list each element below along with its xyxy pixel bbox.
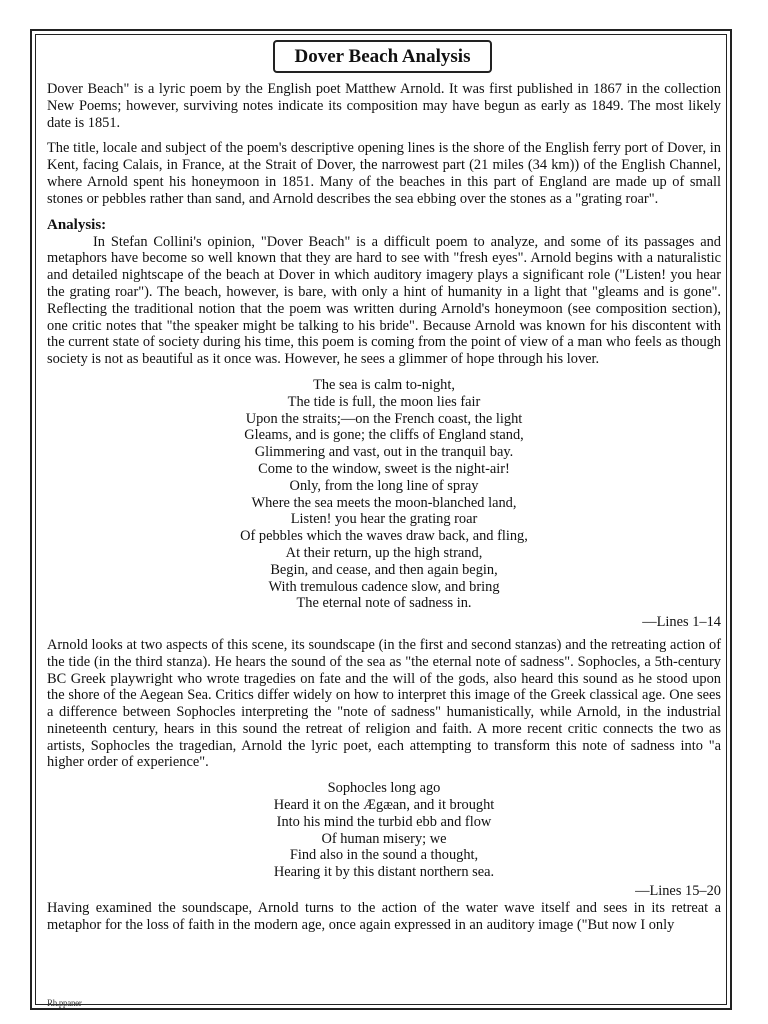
poem-line: Gleams, and is gone; the cliffs of England stand, bbox=[244, 427, 524, 444]
poem-line: Find also in the sound a thought, bbox=[289, 847, 479, 864]
poem-line: Come to the window, sweet is the night-air! bbox=[258, 460, 510, 477]
poem-line: The eternal note of sadness in. bbox=[296, 595, 472, 612]
poem-line: The sea is calm to-night, bbox=[313, 376, 455, 393]
document-body bbox=[47, 81, 721, 942]
soundscape-paragraph: Arnold looks at two aspects of this scene, its soundscape (in the first and second stanzas) and the retreating action of the tide (in the third stanza). He hears the sound of the sea as "the eternal note of sadness". Sophocles, a 5th-century BC Greek playwright who wrote tragedies on fate and the will of the gods, also heard this sound as he stood upon the shore of the Aegean Sea. Critics differ widely on how to interpret this image of the Greek classical age. One sees a difference between Sophocles interpreting the "note of sadness" humanistically, while Arnold, in the industrial nineteenth century, hears in this sound the retreat of religion and faith. A more recent critic connects the two as artists, Sophocles the tragedian, Arnold the lyric poet, each attempting to transform this note of sadness into "a higher order of experience". bbox=[47, 636, 721, 771]
page-title: Dover Beach Analysis bbox=[273, 40, 492, 73]
analysis-heading: Analysis: bbox=[47, 216, 107, 233]
poem-line: Upon the straits;—on the French coast, the light bbox=[245, 410, 523, 427]
poem-line: Glimmering and vast, out in the tranquil bay. bbox=[254, 444, 514, 461]
poem-line: The tide is full, the moon lies fair bbox=[287, 393, 481, 410]
stanza-1-citation: —Lines 1–14 bbox=[642, 614, 721, 631]
poem-line: Of human misery; we bbox=[321, 830, 447, 847]
footer-mark: Rh.ppaner bbox=[47, 998, 82, 1008]
intro-paragraph: Dover Beach" is a lyric poem by the English poet Matthew Arnold. It was first published in 1867 in the collection New Poems; however, surviving notes indicate its composition may have begun as early as 1849. The most likely date is 1851. bbox=[47, 81, 721, 131]
poem-line: Listen! you hear the grating roar bbox=[290, 511, 478, 528]
locale-paragraph: The title, locale and subject of the poem's descriptive opening lines is the shore of the English ferry port of Dover, in Kent, facing Calais, in France, at the Strait of Dover, the narrowest part (21 miles (34 km)) of the English Channel, where Arnold spent his honeymoon in 1851. Many of the beaches in this part of England are made up of small stones or pebbles rather than sand, and Arnold describes the sea ebbing over the stones as a "grating roar". bbox=[47, 140, 721, 207]
stanza-2-citation: —Lines 15–20 bbox=[635, 883, 721, 900]
poem-line: Hearing it by this distant northern sea. bbox=[273, 864, 495, 881]
analysis-paragraph: In Stefan Collini's opinion, "Dover Beach" is a difficult poem to analyze, and some of its passages and metaphors have become so well known that they are hard to see with "fresh eyes". Arnold begins with a naturalistic and detailed nightscape of the beach at Dover in which auditory imagery plays a significant role ("Listen! you hear the grating roar"). The beach, however, is bare, with only a hint of humanity in a light that "gleams and is gone". Reflecting the traditional notion that the poem was written during Arnold's honeymoon (see composition section), one critic notes that "the speaker might be talking to his bride". Because Arnold was known for his discontent with the current state of society during his time, this poem is coming from the point of view of a man who feels as though society is not as beautiful as it once was. However, he sees a glimmer of hope through his lover. bbox=[47, 233, 721, 368]
poem-line: At their return, up the high strand, bbox=[285, 544, 483, 561]
poem-line: Where the sea meets the moon-blanched land, bbox=[251, 494, 517, 511]
poem-stanza-2 bbox=[47, 780, 721, 881]
conclusion-paragraph: Having examined the soundscape, Arnold turns to the action of the water wave itself and sees in its retreat a metaphor for the loss of faith in the modern age, once again expressed in an auditory image ("But now I only bbox=[47, 899, 721, 933]
poem-line: Sophocles long ago bbox=[327, 780, 441, 797]
poem-stanza-1 bbox=[47, 377, 721, 612]
poem-line: Of pebbles which the waves draw back, and fling, bbox=[240, 528, 528, 545]
poem-line: Heard it on the Ægæan, and it brought bbox=[273, 797, 495, 814]
poem-line: With tremulous cadence slow, and bring bbox=[268, 578, 500, 595]
poem-line: Only, from the long line of spray bbox=[289, 477, 479, 494]
poem-line: Into his mind the turbid ebb and flow bbox=[276, 813, 492, 830]
poem-line: Begin, and cease, and then again begin, bbox=[270, 561, 498, 578]
